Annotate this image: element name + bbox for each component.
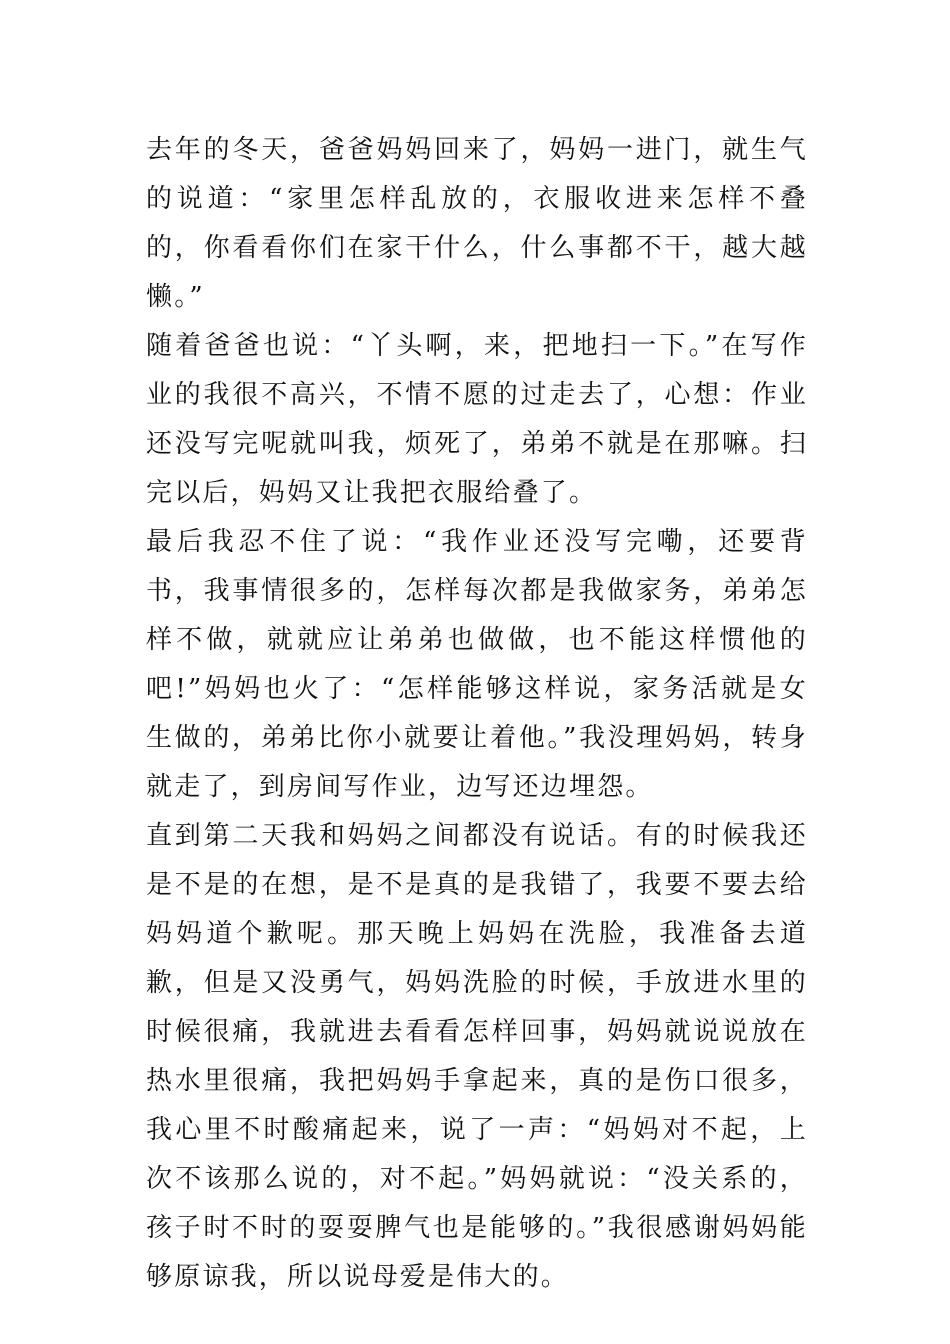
paragraph-2: 随着爸爸也说：“丫头啊，来，把地扫一下。”在写作业的我很不高兴，不情不愿的过走去了，心想：作业还没写完呢就叫我，烦死了，弟弟不就是在那嘛。扫完以后，妈妈又让我把衣服给叠了。: [146, 331, 808, 508]
paragraph-3: 最后我忍不住了说：“我作业还没写完嘞，还要背书，我事情很多的，怎样每次都是我做家务，弟弟怎样不做，就就应让弟弟也做做，也不能这样惯他的吧!”妈妈也火了：“怎样能够这样说，家务活就是女生做的，弟弟比你小就要让着他。”我没理妈妈，转身就走了，到房间写作业，边写还边埋怨。: [146, 527, 808, 802]
paragraph-4: 直到第二天我和妈妈之间都没有说话。有的时候我还是不是的在想，是不是真的是我错了，我要不要去给妈妈道个歉呢。那天晚上妈妈在洗脸，我准备去道歉，但是又没勇气，妈妈洗脸的时候，手放进水里的时候很痛，我就进去看看怎样回事，妈妈就说说放在热水里很痛，我把妈妈手拿起来，真的是伤口很多，我心里不时酸痛起来，说了一声：“妈妈对不起，上次不该那么说的，对不起。”妈妈就说：“没关系的，孩子时不时的耍耍脾气也是能够的。”我很感谢妈妈能够原谅我，所以说母爱是伟大的。: [146, 821, 808, 1292]
paragraph-1: 去年的冬天，爸爸妈妈回来了，妈妈一进门，就生气的说道：“家里怎样乱放的，衣服收进来怎样不叠的，你看看你们在家干什么，什么事都不干，越大越懒。”: [146, 135, 808, 312]
essay-body: [146, 126, 808, 1302]
